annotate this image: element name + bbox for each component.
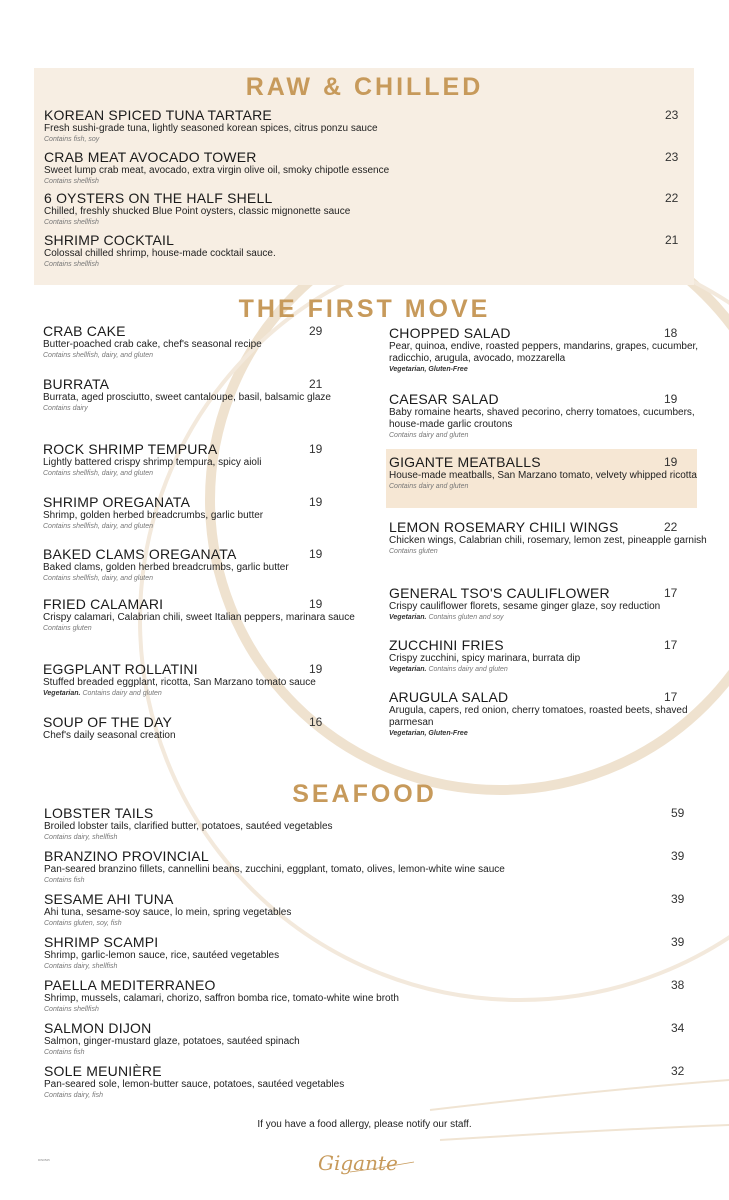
item-name: SHRIMP OREGANATA — [43, 494, 191, 510]
item-price: 17 — [664, 638, 678, 652]
allergen-text: Contains shellfish, dairy, and gluten — [43, 352, 153, 359]
item-price: 39 — [671, 849, 685, 863]
item-name: PAELLA MEDITERRANEO — [44, 977, 216, 993]
menu-item-crab-meat-avocado-tower — [44, 149, 644, 186]
item-name: 6 OYSTERS ON THE HALF SHELL — [44, 190, 273, 206]
item-price: 23 — [665, 150, 679, 164]
first-move-title: THE FIRST MOVE — [238, 295, 491, 323]
item-name: KOREAN SPICED TUNA TARTARE — [44, 107, 272, 123]
item-name: SHRIMP COCKTAIL — [44, 232, 175, 248]
item-name: SALMON DIJON — [44, 1020, 152, 1036]
item-price: 19 — [309, 495, 323, 509]
menu-item-lobster-tails — [44, 805, 644, 842]
item-allergy-note — [44, 260, 644, 269]
menu-item-sole-meuni-re — [44, 1063, 644, 1100]
allergy-notice: If you have a food allergy, please notify our staff. — [257, 1119, 472, 1130]
item-description: Chicken wings, Calabrian chili, rosemary, lemon zest, pineapple garnish — [389, 535, 707, 546]
item-name: ZUCCHINI FRIES — [389, 637, 504, 653]
item-description: Broiled lobster tails, clarified butter, potatoes, sautéed vegetables — [44, 821, 333, 832]
item-description: Shrimp, golden herbed breadcrumbs, garlic butter — [43, 510, 264, 521]
allergen-text: Contains gluten — [43, 625, 92, 632]
allergen-text: Contains fish — [44, 1049, 85, 1056]
allergen-text: Contains fish — [44, 877, 85, 884]
allergen-text: Contains shellfish, dairy, and gluten — [43, 575, 153, 582]
item-allergy-note — [44, 962, 644, 971]
allergen-text: Contains dairy, shellfish — [44, 963, 118, 970]
raw-chilled-title: RAW & CHILLED — [245, 73, 484, 101]
item-name: LEMON ROSEMARY CHILI WINGS — [389, 519, 619, 535]
item-description: Pear, quinoa, endive, roasted peppers, mandarins, grapes, cucumber, radicchio, arugula, avocado, mozzarella — [389, 341, 699, 364]
item-name: SOLE MEUNIÈRE — [44, 1063, 162, 1079]
item-name: SESAME AHI TUNA — [44, 891, 174, 907]
item-allergy-note — [43, 351, 368, 360]
menu-item-branzino-provincial — [44, 848, 644, 885]
item-name: CRAB CAKE — [43, 323, 126, 339]
allergen-text: Contains dairy and gluten — [389, 483, 469, 490]
item-description: Pan-seared sole, lemon-butter sauce, potatoes, sautéed vegetables — [44, 1079, 345, 1090]
item-description: Baked clams, golden herbed breadcrumbs, garlic butter — [43, 562, 289, 573]
menu-item-korean-spiced-tuna-tartare — [44, 107, 644, 144]
menu-item-sesame-ahi-tuna — [44, 891, 644, 928]
item-name: GIGANTE MEATBALLS — [389, 454, 541, 470]
gigante-logo — [310, 1142, 420, 1182]
item-name: LOBSTER TAILS — [44, 805, 154, 821]
print-code: DIN0525 — [38, 1158, 50, 1162]
item-allergy-note — [389, 431, 719, 440]
allergen-text: Contains dairy, shellfish — [44, 834, 118, 841]
item-allergy-note — [44, 833, 644, 842]
item-price: 22 — [664, 520, 678, 534]
item-description: House-made meatballs, San Marzano tomato, velvety whipped ricotta — [389, 470, 697, 481]
menu-item-shrimp-cocktail — [44, 232, 644, 269]
allergen-text: Contains dairy and gluten — [389, 432, 469, 439]
item-price: 18 — [664, 326, 678, 340]
item-description: Sweet lump crab meat, avocado, extra virgin olive oil, smoky chipotle essence — [44, 165, 390, 176]
item-allergy-note — [44, 919, 644, 928]
item-price: 17 — [664, 690, 678, 704]
vegetarian-label: Vegetarian, Gluten-Free — [389, 366, 468, 373]
item-description: Chilled, freshly shucked Blue Point oysters, classic mignonette sauce — [44, 206, 351, 217]
item-name: GENERAL TSO'S CAULIFLOWER — [389, 585, 610, 601]
item-price: 19 — [309, 662, 323, 676]
item-price: 21 — [309, 377, 323, 391]
vegetarian-label: Vegetarian. — [389, 666, 427, 673]
item-allergy-note — [44, 177, 644, 186]
item-description: Lightly battered crispy shrimp tempura, spicy aioli — [43, 457, 262, 468]
allergen-text: Contains shellfish — [44, 219, 99, 226]
item-price: 22 — [665, 191, 679, 205]
item-name: CHOPPED SALAD — [389, 325, 511, 341]
item-allergy-note — [389, 365, 719, 374]
item-name: FRIED CALAMARI — [43, 596, 164, 612]
item-name: SHRIMP SCAMPI — [44, 934, 159, 950]
item-description: Colossal chilled shrimp, house-made cocktail sauce. — [44, 248, 276, 259]
item-description: Fresh sushi-grade tuna, lightly seasoned korean spices, citrus ponzu sauce — [44, 123, 378, 134]
item-allergy-note — [43, 404, 368, 413]
menu-item-paella-mediterraneo — [44, 977, 644, 1014]
item-description: Shrimp, mussels, calamari, chorizo, saffron bomba rice, tomato-white wine broth — [44, 993, 399, 1004]
item-allergy-note — [44, 135, 644, 144]
item-name: BAKED CLAMS OREGANATA — [43, 546, 237, 562]
item-name: BURRATA — [43, 376, 110, 392]
item-price: 19 — [309, 442, 323, 456]
item-price: 19 — [309, 547, 323, 561]
allergen-text: Contains shellfish, dairy, and gluten — [43, 523, 153, 530]
item-description: Pan-seared branzino fillets, cannellini beans, zucchini, eggplant, tomato, olives, lemon-white wine sauce — [44, 864, 505, 875]
vegetarian-label: Vegetarian. — [389, 614, 427, 621]
item-name: ARUGULA SALAD — [389, 689, 509, 705]
allergen-text: Contains gluten, soy, fish — [44, 920, 122, 927]
item-allergy-note — [43, 574, 368, 583]
allergen-text: Contains gluten — [389, 548, 438, 555]
item-allergy-note — [43, 469, 368, 478]
item-price: 19 — [664, 392, 678, 406]
item-description: Salmon, ginger-mustard glaze, potatoes, sautéed spinach — [44, 1036, 300, 1047]
item-price: 34 — [671, 1021, 685, 1035]
allergen-text: Contains dairy and gluten — [82, 690, 162, 697]
item-name: CRAB MEAT AVOCADO TOWER — [44, 149, 257, 165]
item-allergy-note — [43, 689, 368, 698]
item-description: Crispy calamari, Calabrian chili, sweet Italian peppers, marinara sauce — [43, 612, 355, 623]
item-name: CAESAR SALAD — [389, 391, 499, 407]
item-allergy-note — [44, 1048, 644, 1057]
menu-item-shrimp-scampi — [44, 934, 644, 971]
item-price: 19 — [309, 597, 323, 611]
item-allergy-note — [389, 547, 719, 556]
item-name: SOUP OF THE DAY — [43, 714, 173, 730]
item-description: Burrata, aged prosciutto, sweet cantaloupe, basil, balsamic glaze — [43, 392, 331, 403]
item-description: Stuffed breaded eggplant, ricotta, San Marzano tomato sauce — [43, 677, 316, 688]
item-description: Shrimp, garlic-lemon sauce, rice, sautéed vegetables — [44, 950, 280, 961]
item-description: Butter-poached crab cake, chef's seasonal recipe — [43, 339, 262, 350]
allergen-text: Contains dairy — [43, 405, 88, 412]
item-price: 21 — [665, 233, 679, 247]
item-description: Ahi tuna, sesame-soy sauce, lo mein, spring vegetables — [44, 907, 292, 918]
item-description: Crispy zucchini, spicy marinara, burrata dip — [389, 653, 581, 664]
item-allergy-note — [389, 482, 719, 491]
item-name: BRANZINO PROVINCIAL — [44, 848, 209, 864]
menu-item-6-oysters-on-the-half-shell — [44, 190, 644, 227]
item-allergy-note — [43, 624, 368, 633]
item-price: 38 — [671, 978, 685, 992]
item-price: 17 — [664, 586, 678, 600]
allergen-text: Contains shellfish — [44, 1006, 99, 1013]
item-allergy-note — [44, 1005, 644, 1014]
allergen-text: Contains dairy, fish — [44, 1092, 104, 1099]
allergen-text: Contains fish, soy — [44, 136, 100, 143]
allergen-text: Contains shellfish — [44, 261, 99, 268]
svg-text:Gigante: Gigante — [318, 1151, 398, 1175]
vegetarian-label: Vegetarian, Gluten-Free — [389, 730, 468, 737]
item-allergy-note — [44, 1091, 644, 1100]
vegetarian-label: Vegetarian. — [43, 690, 81, 697]
seafood-title: SEAFOOD — [292, 780, 437, 808]
item-price: 19 — [664, 455, 678, 469]
item-name: ROCK SHRIMP TEMPURA — [43, 441, 218, 457]
item-description: Crispy cauliflower florets, sesame ginger glaze, soy reduction — [389, 601, 661, 612]
item-allergy-note — [389, 729, 719, 738]
item-name: EGGPLANT ROLLATINI — [43, 661, 198, 677]
item-allergy-note — [389, 665, 719, 674]
item-description: Baby romaine hearts, shaved pecorino, cherry tomatoes, cucumbers, house-made garlic croutons — [389, 407, 695, 430]
allergen-text: Contains shellfish — [44, 178, 99, 185]
item-description: Arugula, capers, red onion, cherry tomatoes, roasted beets, shaved parmesan — [389, 705, 688, 728]
item-allergy-note — [44, 218, 644, 227]
item-price: 59 — [671, 806, 685, 820]
item-allergy-note — [44, 876, 644, 885]
item-price: 16 — [309, 715, 323, 729]
item-price: 39 — [671, 892, 685, 906]
allergen-text: Contains dairy and gluten — [428, 666, 508, 673]
item-price: 32 — [671, 1064, 685, 1078]
allergen-text: Contains shellfish, dairy, and gluten — [43, 470, 153, 477]
item-description: Chef's daily seasonal creation — [43, 730, 176, 741]
item-price: 23 — [665, 108, 679, 122]
menu-item-salmon-dijon — [44, 1020, 644, 1057]
item-allergy-note — [43, 522, 368, 531]
item-price: 39 — [671, 935, 685, 949]
item-allergy-note — [389, 613, 719, 622]
allergen-text: Contains gluten and soy — [428, 614, 504, 621]
item-price: 29 — [309, 324, 323, 338]
